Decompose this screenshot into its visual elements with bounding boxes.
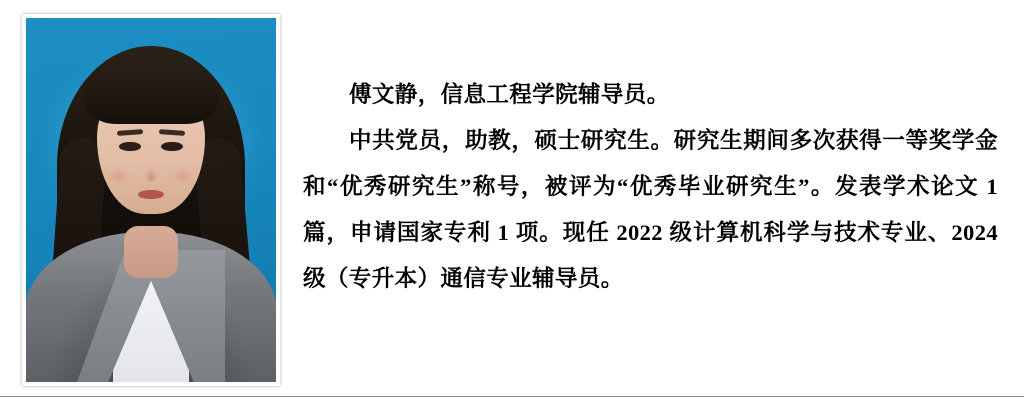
bottom-divider [0, 396, 1024, 397]
nose [144, 168, 158, 182]
eye-right [161, 142, 183, 151]
neck [124, 226, 178, 278]
bio-paragraph-details: 中共党员，助教，硕士研究生。研究生期间多次获得一等奖学金和“优秀研究生”称号，被评为“优秀毕业研究生”。发表学术论文 1 篇，申请国家专利 1 项。现任 2022 级计算机科学与技术专业、2024 级（专升本）通信专业辅导员。 [303, 128, 998, 291]
hair-fringe [83, 62, 219, 124]
mouth [138, 190, 164, 199]
portrait-photo [26, 18, 276, 382]
bio-paragraph-name-title: 傅文静，信息工程学院辅导员。 [349, 82, 670, 107]
cheek-right [171, 168, 195, 184]
biography-text-block [303, 72, 998, 302]
eye-left [119, 142, 141, 151]
cheek-left [107, 168, 131, 184]
portrait-photo-frame [22, 14, 280, 386]
